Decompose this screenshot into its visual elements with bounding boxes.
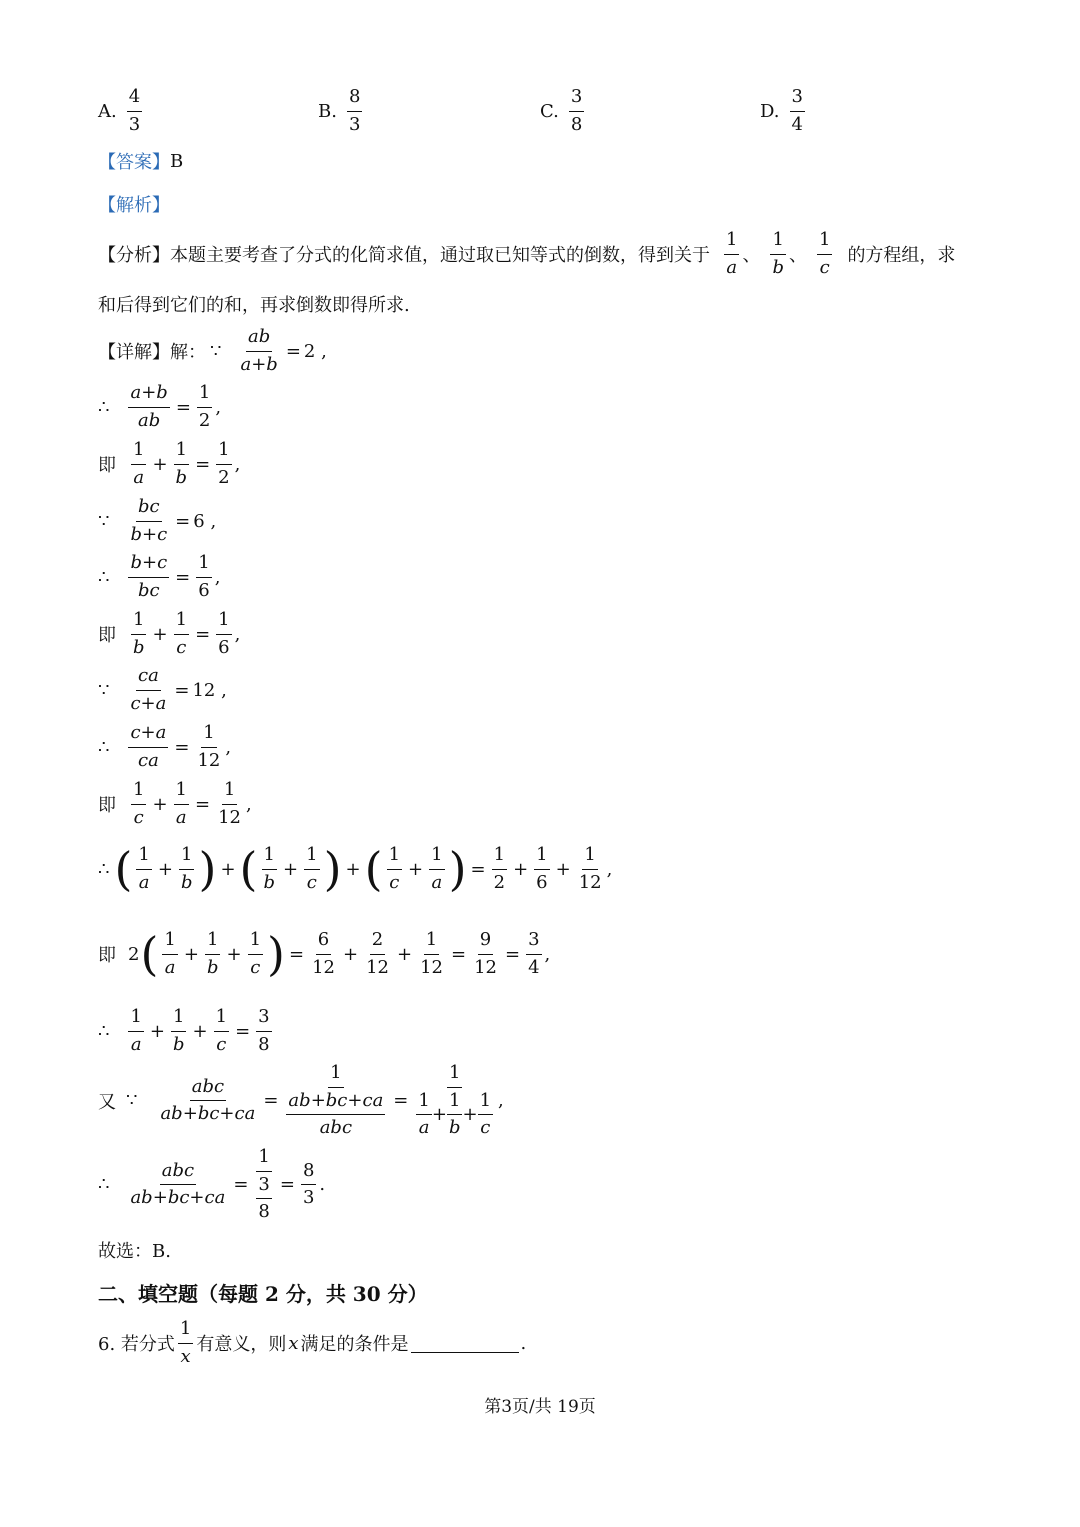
- therefore-symbol: ∴: [98, 396, 110, 418]
- q6-mid: 有意义，则: [196, 1334, 287, 1355]
- q6-var: x: [288, 1332, 299, 1354]
- q6-answer-blank[interactable]: [411, 1334, 519, 1353]
- q6-prefix: 6. 若分式: [98, 1334, 175, 1355]
- since-symbol: ∵: [98, 510, 110, 532]
- analysis-tag: 【解析】: [98, 195, 170, 216]
- sep-1: 、: [742, 245, 761, 266]
- page-number: 第3页/共 19页: [484, 1397, 596, 1417]
- analysis-line: [98, 191, 170, 217]
- frac-1-over-a: 1 a: [726, 229, 738, 278]
- fenxi-line: [98, 229, 955, 279]
- option-d-label: D.: [760, 100, 780, 122]
- step-9: 即 1 c + $\frac{1}{a}$ = $\frac{1}{12}$ ,: [98, 779, 252, 828]
- step-10: ∴ ( 1 a + $\frac{1}{b}$ ) + ( 1 b + $\frac{1}{c}$ ) + ( 1 c + $\frac{1}{a}$ ) = $\frac{1}{2}$ + $\frac{1}{6}$ + $\frac{1}{12}$ ,: [98, 842, 613, 896]
- option-b: [318, 86, 365, 136]
- q6-fraction: 1 x: [179, 1318, 192, 1367]
- q6-end: .: [520, 1332, 527, 1354]
- option-a: [98, 86, 145, 136]
- fenxi-text1: 本题主要考查了分式的化简求值，通过取已知等式的倒数，得到关于: [170, 245, 710, 266]
- since-symbol: ∵: [98, 679, 110, 701]
- option-c-fraction: 3 8: [570, 86, 583, 135]
- section-title-text: 二、填空题（每题 2 分，共 30 分）: [98, 1282, 428, 1306]
- step-7: ∵ $\frac{ca}{c+a}$ = 12 ,: [98, 665, 227, 714]
- detail-line-1: 【详解】 解： ∵ $\frac{ab}{a+b}$ = 2 ,: [98, 326, 327, 375]
- formula: $\frac{1}{2}$: [198, 382, 211, 431]
- choice-line: [98, 1237, 171, 1263]
- fenxi-line2-text: 和后得到它们的和，再求倒数即得所求.: [98, 295, 410, 316]
- option-a-fraction: 4 3: [128, 86, 141, 135]
- frac-1-over-c: 1 c: [818, 229, 831, 278]
- step-2: ∴ $\frac{a+b}{ab}$ = $\frac{1}{2}$ ,: [98, 382, 222, 431]
- option-b-fraction: 8 3: [348, 86, 361, 135]
- formula: $\frac{a+b}{ab}$: [130, 382, 168, 431]
- step-6: 即 1 b + $\frac{1}{c}$ = $\frac{1}{6}$ ,: [98, 609, 241, 658]
- since-symbol: ∵: [126, 1090, 138, 1112]
- choice-text: 故选：B.: [98, 1241, 171, 1262]
- q6-suffix: 满足的条件是: [300, 1334, 409, 1355]
- option-c: [540, 86, 587, 136]
- fenxi-tag: 【分析】: [98, 245, 170, 266]
- since-symbol: ∵: [210, 340, 222, 362]
- fenxi-text2: 的方程组，求: [847, 245, 956, 266]
- therefore-symbol: ∴: [98, 566, 110, 588]
- step-8: ∴ $\frac{c+a}{ca}$ = $\frac{1}{12}$ ,: [98, 722, 232, 771]
- page-footer: [0, 1392, 1080, 1417]
- step-5: ∴ $\frac{b+c}{bc}$ = $\frac{1}{6}$ ,: [98, 552, 221, 601]
- answer-line: [98, 148, 183, 174]
- step-3: 即 1 a + $\frac{1}{b}$ = $\frac{1}{2}$ ,: [98, 439, 241, 488]
- ji-symbol: 即: [98, 795, 116, 816]
- ji-symbol: 即: [98, 455, 116, 476]
- option-b-label: B.: [318, 100, 337, 122]
- therefore-symbol: ∴: [98, 858, 110, 880]
- ji-symbol: 即: [98, 625, 116, 646]
- option-c-label: C.: [540, 100, 559, 122]
- you-symbol: 又: [98, 1091, 116, 1113]
- detail-tag: 【详解】: [98, 342, 170, 363]
- therefore-symbol: ∴: [98, 1174, 110, 1196]
- option-d: [760, 86, 808, 136]
- therefore-symbol: ∴: [98, 736, 110, 758]
- step-11: 即 2 ( 1 a + $\frac{1}{b}$ + $\frac{1}{c}$ ) = $\frac{6}{12}$ + $\frac{2}{12}$ + $\frac{1}{12}$ = $\frac{9}{12}$ = $\frac{3}{4}$ ,: [98, 927, 551, 981]
- frac-1-over-b: 1 b: [772, 229, 784, 278]
- step-12: ∴ 1 a + $\frac{1}{b}$ + $\frac{1}{c}$ = $\frac{3}{8}$: [98, 1006, 270, 1055]
- step-4: ∵ $\frac{bc}{b+c}$ = 6 ,: [98, 496, 217, 545]
- fenxi-line2: [98, 291, 410, 317]
- question-6: [98, 1318, 526, 1368]
- sep-2: 、: [788, 245, 807, 266]
- step-13: 又 ∵ abc ab+bc+ca = 1 ab+bc+ca abc = 1 $\frac{1}{a}$ + $\frac{1}{b}$ + $\frac{1}{c}$ ,: [98, 1062, 504, 1138]
- ji-symbol: 即: [98, 945, 116, 966]
- option-d-fraction: 3 4: [791, 86, 803, 135]
- formula: $\frac{ab}{a+b}$: [240, 326, 278, 375]
- answer-tag: 【答案】: [98, 152, 170, 173]
- therefore-symbol: ∴: [98, 1020, 110, 1042]
- step-14: ∴ abc ab+bc+ca = $\frac{1}{\frac{3}{8}}$ = $\frac{8}{3}$ .: [98, 1146, 326, 1222]
- section-title: [98, 1278, 428, 1307]
- answer-value: B: [170, 150, 184, 172]
- option-a-label: A.: [98, 100, 117, 122]
- detail-text: 解：: [170, 342, 206, 363]
